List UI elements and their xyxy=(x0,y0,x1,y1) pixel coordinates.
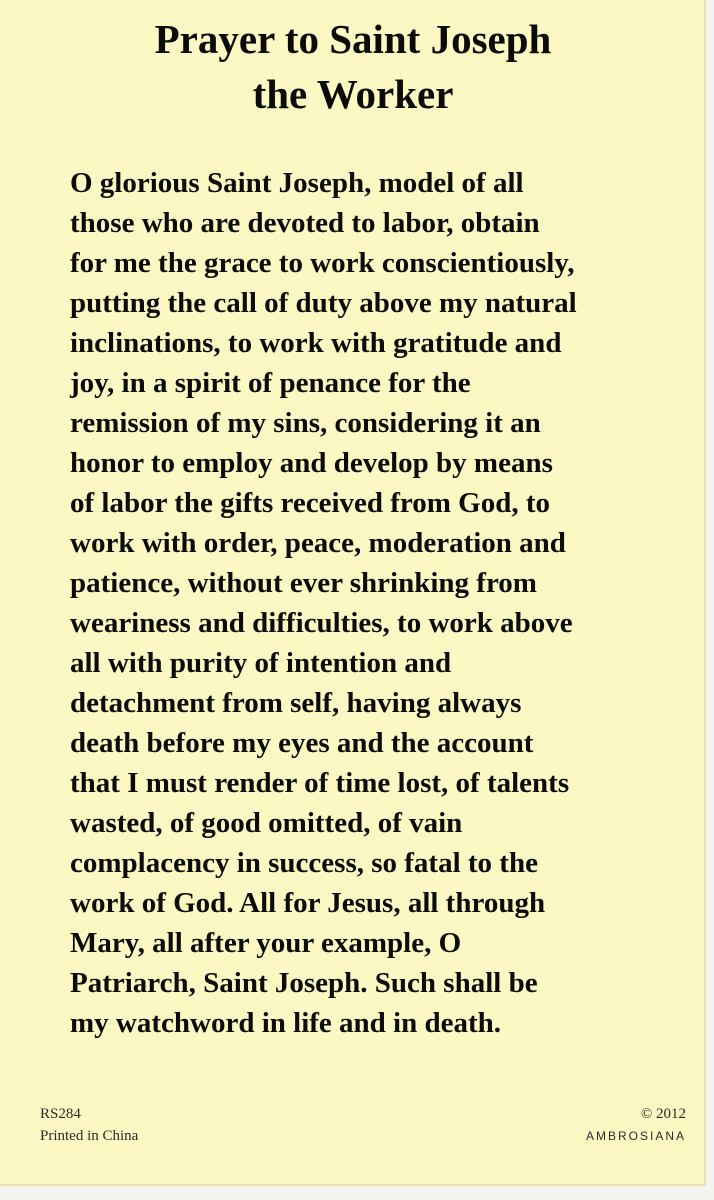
prayer-line: honor to employ and develop by means xyxy=(70,447,553,479)
prayer-line: wasted, of good omitted, of vain xyxy=(70,807,463,839)
prayer-line: that I must render of time lost, of talents xyxy=(70,767,570,799)
publisher-name: AMBROSIANA xyxy=(585,1129,686,1143)
title-line-1: Prayer to Saint Joseph xyxy=(154,16,552,62)
prayer-line: inclinations, to work with gratitude and xyxy=(70,327,562,359)
footer-right xyxy=(586,1103,686,1147)
prayer-line: work with order, peace, moderation and xyxy=(70,527,566,559)
prayer-line: all with purity of intention and xyxy=(70,647,452,679)
prayer-line: weariness and difficulties, to work above xyxy=(70,607,573,639)
prayer-line: of labor the gifts received from God, to xyxy=(70,487,551,519)
title-line-2: the Worker xyxy=(252,71,454,117)
prayer-line: for me the grace to work conscientiously, xyxy=(70,247,575,279)
prayer-line: patience, without ever shrinking from xyxy=(70,567,537,599)
prayer-line: joy, in a spirit of penance for the xyxy=(70,367,471,399)
product-code: RS284 xyxy=(40,1106,81,1122)
prayer-line: detachment from self, having always xyxy=(70,687,522,719)
prayer-line: remission of my sins, considering it an xyxy=(70,407,541,439)
prayer-text xyxy=(70,163,690,1043)
footer-left xyxy=(40,1103,138,1147)
copyright: © 2012 xyxy=(640,1106,686,1122)
prayer-line: work of God. All for Jesus, all through xyxy=(70,887,546,919)
printed-in: Printed in China xyxy=(40,1128,139,1144)
prayer-title xyxy=(0,12,706,122)
prayer-line: those who are devoted to labor, obtain xyxy=(70,207,540,239)
prayer-line: Mary, all after your example, O xyxy=(70,927,462,959)
prayer-line: putting the call of duty above my natural xyxy=(70,287,577,319)
prayer-line: complacency in success, so fatal to the xyxy=(70,847,538,879)
prayer-line: O glorious Saint Joseph, model of all xyxy=(70,167,524,199)
prayer-line: Patriarch, Saint Joseph. Such shall be xyxy=(70,967,538,999)
prayer-line: my watchword in life and in death. xyxy=(70,1007,502,1039)
prayer-line: death before my eyes and the account xyxy=(70,727,534,759)
